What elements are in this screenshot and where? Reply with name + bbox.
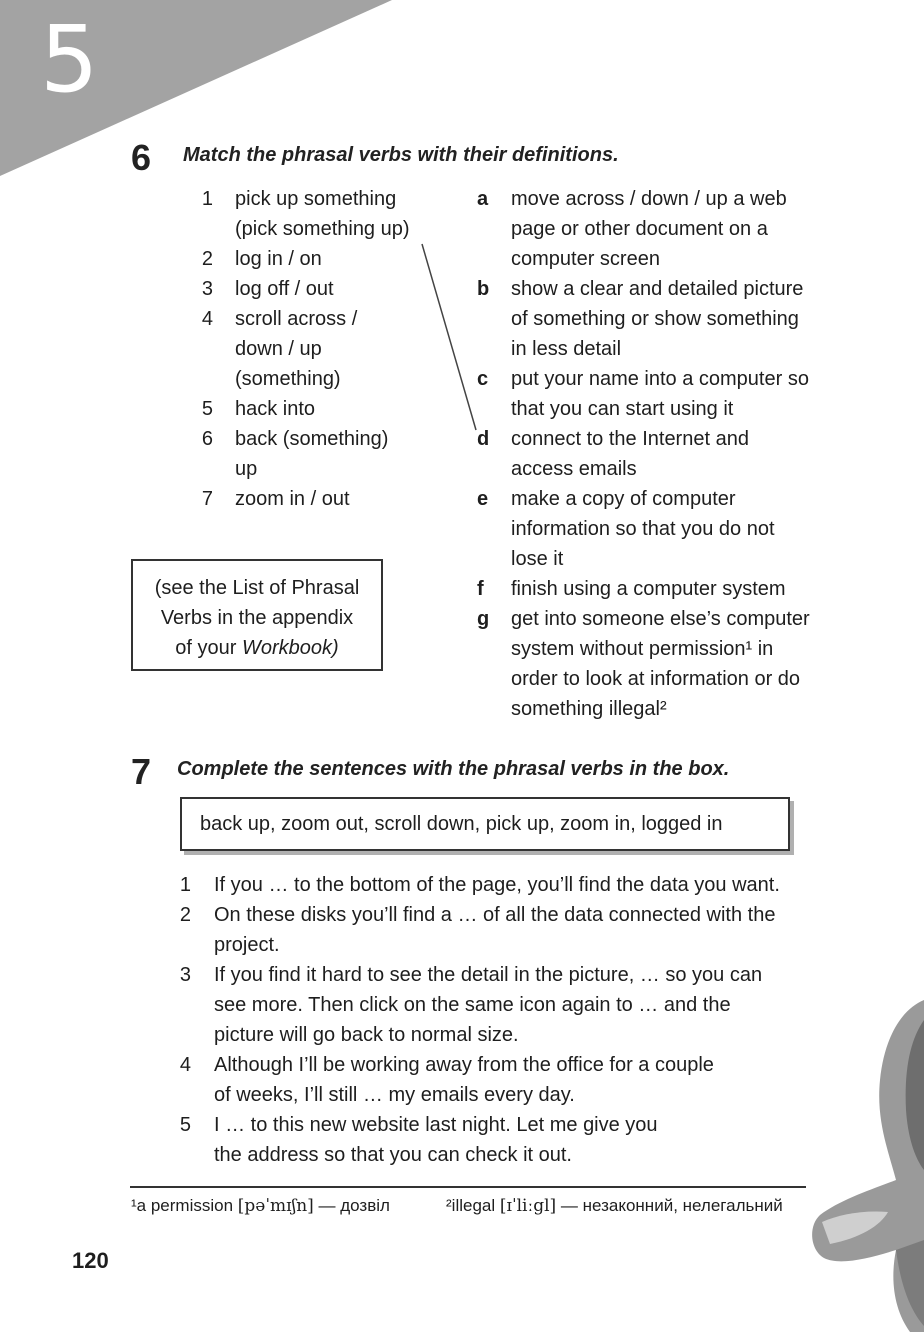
sentence-number: 4 xyxy=(179,1054,191,1076)
phrasal-verb-box: back up, zoom out, scroll down, pick up, zoom in, logged in xyxy=(180,797,790,851)
verb-number: 6 xyxy=(201,428,213,450)
person-illustration-icon xyxy=(800,1000,924,1332)
verb-number: 4 xyxy=(201,308,213,330)
verb-text: up xyxy=(235,458,258,480)
page-number: 120 xyxy=(72,1248,109,1273)
sentence-text: see more. Then click on the same icon again to … and the xyxy=(214,994,731,1016)
verb-text: down / up xyxy=(235,338,322,360)
note-workbook: Workbook) xyxy=(242,637,339,659)
note-line: Verbs in the appendix xyxy=(160,607,354,629)
unit-number: 5 xyxy=(40,6,99,113)
footnote-2 xyxy=(446,1194,783,1218)
exercise-6-number: 6 xyxy=(131,137,152,178)
verb-text: scroll across / xyxy=(235,308,358,330)
sentence-text: Although I’ll be working away from the office for a couple xyxy=(214,1054,714,1076)
definition-letter: c xyxy=(477,368,489,390)
exercise-7-title: Complete the sentences with the phrasal verbs in the box. xyxy=(177,758,730,780)
footnote-1 xyxy=(131,1194,390,1218)
verb-text: zoom in / out xyxy=(235,488,350,510)
sentence-text: I … to this new website last night. Let me give you xyxy=(214,1114,658,1136)
footnote-translation: — незаконний, нелегальний xyxy=(556,1196,783,1215)
footnote-phonetic: [ɪˈliːgl] xyxy=(499,1196,557,1216)
definition-text: computer screen xyxy=(511,248,660,270)
sentence-number: 1 xyxy=(179,874,191,896)
sentence-text: If you find it hard to see the detail in the picture, … so you can xyxy=(214,964,763,986)
sentence-text: On these disks you’ll find a … of all the data connected with the xyxy=(214,904,776,926)
definition-letter: a xyxy=(477,188,489,210)
definition-letter: g xyxy=(477,608,490,630)
verb-text: back (something) xyxy=(235,428,389,450)
verb-number: 1 xyxy=(201,188,213,210)
verb-text: (pick something up) xyxy=(235,218,410,240)
sentence-number: 3 xyxy=(179,964,191,986)
definition-text: make a copy of computer xyxy=(511,488,736,510)
sentence-text: picture will go back to normal size. xyxy=(214,1024,519,1046)
definition-text: page or other document on a xyxy=(511,218,768,240)
footnote-phonetic: [pəˈmɪʃn] xyxy=(237,1196,314,1216)
verb-number: 3 xyxy=(201,278,213,300)
definition-letter: b xyxy=(477,278,490,300)
definition-text: that you can start using it xyxy=(511,398,734,420)
footnote-divider xyxy=(130,1186,806,1188)
definition-text: in less detail xyxy=(511,338,622,360)
definition-letter: d xyxy=(477,428,490,450)
definition-text: order to look at information or do xyxy=(511,668,801,690)
definition-letter: e xyxy=(477,488,489,510)
verb-number: 5 xyxy=(201,398,213,420)
definition-text: get into someone else’s computer xyxy=(511,608,810,630)
verb-number: 7 xyxy=(201,488,213,510)
sentence-text: of weeks, I’ll still … my emails every day. xyxy=(214,1084,575,1106)
verb-text: log in / on xyxy=(235,248,322,270)
definition-text: lose it xyxy=(511,548,564,570)
sentence-number: 5 xyxy=(179,1114,191,1136)
definition-text: information so that you do not xyxy=(511,518,775,540)
exercise-7-number: 7 xyxy=(131,751,152,792)
sentence-text: project. xyxy=(214,934,280,956)
definition-text: system without permission¹ in xyxy=(511,638,774,660)
footnote-word: a permission xyxy=(136,1196,238,1215)
exercise-6-title: Match the phrasal verbs with their definitions. xyxy=(183,144,619,166)
verb-text: hack into xyxy=(235,398,316,420)
definition-text: connect to the Internet and xyxy=(511,428,749,450)
footnote-translation: — дозвіл xyxy=(313,1196,390,1215)
definition-text: show a clear and detailed picture xyxy=(511,278,804,300)
sentence-number: 2 xyxy=(179,904,191,926)
verb-text: pick up something xyxy=(235,188,397,210)
verb-text: (something) xyxy=(235,368,341,390)
sentence-text: the address so that you can check it out. xyxy=(214,1144,572,1166)
definition-text: move across / down / up a web xyxy=(511,188,787,210)
footnote-word: illegal xyxy=(451,1196,500,1215)
definition-text: put your name into a computer so xyxy=(511,368,809,390)
sentence-text: If you … to the bottom of the page, you’ll find the data you want. xyxy=(214,874,780,896)
note-line xyxy=(133,633,381,663)
verb-text: log off / out xyxy=(235,278,334,300)
footnote-marker: ¹ xyxy=(131,1196,137,1215)
definition-text: something illegal² xyxy=(511,698,667,720)
definition-letter: f xyxy=(477,578,484,600)
definition-text: of something or show something xyxy=(511,308,799,330)
definition-text: access emails xyxy=(511,458,637,480)
definition-text: finish using a computer system xyxy=(511,578,786,600)
note-line: (see the List of Phrasal xyxy=(154,577,360,599)
reference-note-box xyxy=(131,559,383,671)
verb-number: 2 xyxy=(201,248,213,270)
note-text: of your xyxy=(175,637,242,659)
footnote-marker: ² xyxy=(446,1196,452,1215)
